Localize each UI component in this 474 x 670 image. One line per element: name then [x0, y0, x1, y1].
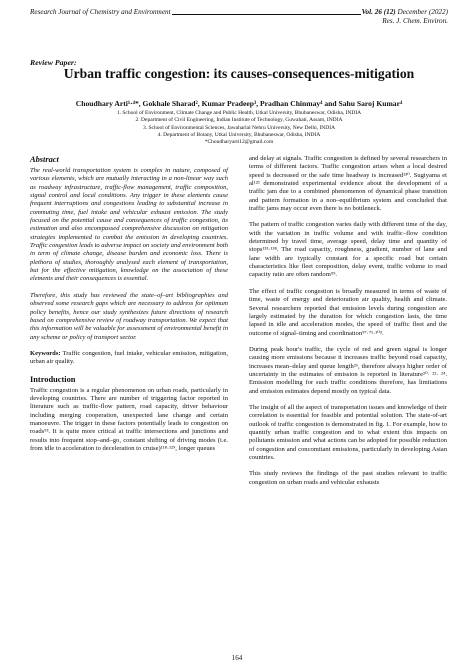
- keywords: [30, 350, 228, 367]
- header-rule: [172, 13, 361, 15]
- introduction-heading: Introduction: [30, 374, 76, 384]
- journal-abbrev: Res. J. Chem. Environ.: [382, 17, 448, 25]
- body-paragraph-3: The effect of traffic congestion is broadly measured in terms of waste of time, waste of energy and deterioration air quality, health and climate. Several researchers reported that emission levels during congestion are largely estimated by the duration for which congestion lasts, the time lapsed in idle and acceleration modes, the speed of traffic fleet and the outcome of signal–timing and coordination⁹⁷·⁷¹·¹⁰³.: [249, 287, 447, 337]
- keywords-text: Traffic congestion, fuel intake, vehicular emission, mitigation, urban air quality.: [30, 349, 228, 366]
- affiliation-2: 2. Department of Civil Engineering, Indian Institute of Technology, Guwahati, Assam, INDIA: [135, 117, 343, 124]
- paper-type: Review Paper:: [30, 58, 77, 67]
- affiliations: [30, 110, 448, 146]
- left-column: [30, 155, 228, 453]
- volume-info: [362, 8, 448, 16]
- running-header: [30, 8, 448, 25]
- right-column: [249, 155, 447, 487]
- issue-date: December (2022): [395, 8, 448, 16]
- journal-name: Research Journal of Chemistry and Environment: [30, 8, 171, 16]
- paper-title: Urban traffic congestion: its causes-consequences-mitigation: [63, 66, 415, 81]
- affiliation-4: 4. Department of Botany, Utkal University, Bhubaneswar, Odisha, INDIA: [157, 131, 321, 138]
- affiliation-1: 1. School of Environment, Climate Change and Public Health, Utkal University, Bhubaneswar, Odisha, INDIA: [116, 110, 362, 116]
- body-paragraph-2: The pattern of traffic congestion varies daily with different time of the day, with the variation in traffic volume and with traffic–flow condition determined by travel time, average speed, delay time and quantity of stops¹³³·¹³⁸. The road capacity, roughness, gradient, number of lane and lane width are typically constant for a specific road but certain characteristics like fleet composition, delay event, traffic volume to road capacity ratio are often random⁹⁹.: [249, 221, 447, 279]
- author-list: Choudhary Arti¹·⁴*, Gokhale Sharad², Kumar Pradeep³, Pradhan Chinmay⁴ and Sahu Saroj Kumar⁴: [75, 99, 403, 108]
- keywords-label: Keywords:: [30, 349, 61, 357]
- corresponding-email[interactable]: *Choudharyarti12@gmail.com: [204, 139, 274, 146]
- volume-number: Vol. 26 (12): [361, 8, 396, 16]
- affiliation-3: 3. School of Environmental Sciences, Jawaharlal Nehru University, New Delhi, INDIA: [142, 124, 336, 131]
- body-paragraph-1: and delay at signals. Traffic congestion is defined by several researchers in terms of different factors. Traffic congestion arises when a local desired speed is decreased or the safe time headway is increased¹³⁰. Sugiyama et al¹²³ demonstrated experimental evidence about the development of a traffic jam due to a combined phenomenon of dynamical phase transition and pattern formation in a non–equilibrium system and concluded that traffic jams may occur even there is no bottleneck.: [249, 155, 447, 213]
- introduction-paragraph-1: Traffic congestion is a regular phenomenon on urban roads, particularly in developing countries. There are number of triggering factor reported in literature such as traffic-flow pattern, road capacity, driver behaviour including merging cooperation, unexpected lane change and certain manoeuvre. The trigger in these factors potentially leads to congestion on roads⁹³. It is quite more critical at traffic intersections and junctions and results into frequent stop–and–go, constant shifting of driving modes (i.e. from idle to acceleration to deceleration to cruise)¹¹⁸·¹²⁹, longer queues: [30, 386, 228, 452]
- body-paragraph-5: The insight of all the aspect of transportation issues and knowledge of their correlation is essential for feasible and potential solution. The state-of-art outlook of traffic congestion is demonstrated in fig. 1. For example, how to quantify urban traffic congestion and to what extent this impacts on pollutants emission and what actions can be adopted for possible reduction of congestion and concomitant emissions, particularly in developing Asian countries.: [249, 403, 447, 461]
- body-paragraph-4: During peak hour's traffic, the cycle of red and green signal is longer causing more emissions because it increases traffic beyond road capacity, increases mean–delay and queue length²⁶, therefore always higher order of uncertainty in the estimates of emission is reported in literature²⁰· ²²· ²⁴. Emission modelling for such traffic conditions therefore, has limitations and emission estimates depend mostly on typical data.: [249, 345, 447, 395]
- page-number: 164: [231, 654, 243, 662]
- body-paragraph-6: This study reviews the findings of the past studies relevant to traffic congestion on urban roads and vehicular exhausts: [249, 470, 447, 486]
- abstract-paragraph-1: The real-world transportation system is complex in nature, composed of various elements, which are mutually interacting in a non-linear way such as roadway infrastructure, traffic-flow management, traffic composition, signal control and local conditions. Any trigger in these elements cause frequent interruptions and congestions leading to substantial increase in commuting time, fuel intake and vehicular exhaust emission. The study focused on the potential cause and consequences of traffic congestion, its estimation and also encompassed comprehensive discussion on mitigation strategies implemented to combat the emission in developing countries. Traffic congestion leads to adverse impact on society and environment both in term of climate change, disease burden and economic loss. There is plethora of studies, thoroughly analysed each element of transportation, but for the effective mitigation, knowledge on the association of these elements and their consequences is essential.: [30, 167, 228, 283]
- abstract-paragraph-2: Therefore, this study has reviewed the state–of–art bibliographies and observed some research gaps which are necessary to address for optimum policy benefits, hence our study synthesizes future directions of research based on comprehensive review of roadway transportation. We expect that this information will be valuable for assessment of environmental benefit in any scheme or policy of transport sector.: [30, 291, 228, 341]
- abstract-heading: Abstract: [30, 155, 59, 164]
